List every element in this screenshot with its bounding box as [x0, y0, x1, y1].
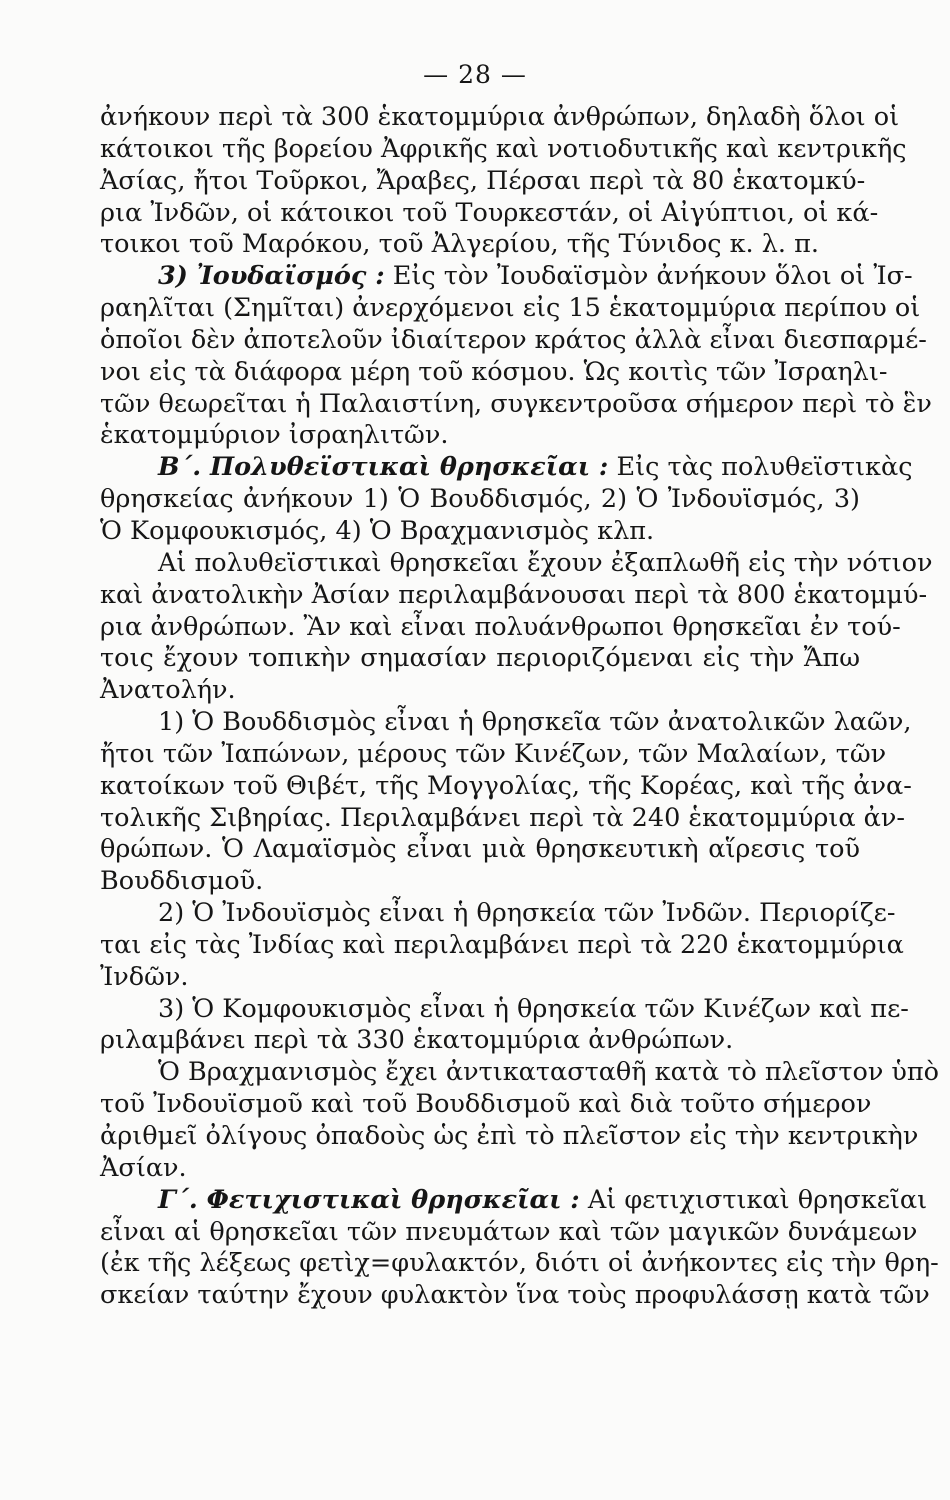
text-line: ριλαμβάνει περὶ τὰ 330 ἑκατομμύρια ἀνθρώπων.: [100, 1025, 734, 1056]
text-line: (ἐκ τῆς λέξεως φετὶχ=φυλακτόν, διότι οἱ ἀνήκοντες εἰς τὴν θρη-: [100, 1248, 939, 1279]
text-line: ἑκατομμύριον ἰσραηλιτῶν.: [100, 420, 449, 451]
text-line: ραηλῖται (Σημῖται) ἀνερχόμενοι εἰς 15 ἑκατομμύρια περίπου οἱ: [100, 293, 921, 324]
section-heading-fetishistic: Γ΄. Φετιχιστικαὶ θρησκεῖαι :: [158, 1184, 580, 1215]
text-line: ἤτοι τῶν Ἰαπώνων, μέρους τῶν Κινέζων, τῶν Μαλαίων, τῶν: [100, 738, 887, 769]
text-line: τῶν θεωρεῖται ἡ Παλαιστίνη, συγκεντροῦσα σήμερον περὶ τὸ ἓν: [100, 388, 932, 419]
text-line: Ὁ Βραχμανισμὸς ἔχει ἀντικατασταθῆ κατὰ τὸ πλεῖστον ὑπὸ: [158, 1057, 940, 1088]
text-line: ρια Ἰνδῶν, οἱ κάτοικοι τοῦ Τουρκεστάν, οἱ Αἰγύπτιοι, οἱ κά-: [100, 197, 879, 228]
page-number: — 28 —: [423, 60, 527, 89]
text-line: Αἱ πολυθεϊστικαὶ θρησκεῖαι ἔχουν ἐξαπλωθῆ εἰς τὴν νότιον: [158, 547, 933, 578]
text-line: τολικῆς Σιβηρίας. Περιλαμβάνει περὶ τὰ 240 ἑκατομμύρια ἀν-: [100, 802, 906, 833]
text-line: εἶναι αἱ θρησκεῖαι τῶν πνευμάτων καὶ τῶν μαγικῶν δυνάμεων: [100, 1216, 918, 1247]
text-line: κάτοικοι τῆς βορείου Ἀφρικῆς καὶ νοτιοδυτικῆς καὶ κεντρικῆς: [100, 133, 907, 164]
text-line: κατοίκων τοῦ Θιβέτ, τῆς Μογγολίας, τῆς Κορέας, καὶ τῆς ἀνα-: [100, 770, 912, 801]
text-line: 1) Ὁ Βουδδισμὸς εἶναι ἡ θρησκεῖα τῶν ἀνατολικῶν λαῶν,: [158, 707, 912, 738]
text-line: [100, 261, 913, 293]
text-line: Βουδδισμοῦ.: [100, 866, 264, 897]
text-line: Ἀσίαν.: [100, 1152, 187, 1183]
text-line: ρια ἀνθρώπων. Ἂν καὶ εἶναι πολυάνθρωποι θρησκεῖαι ἐν τού-: [100, 611, 901, 642]
section-heading-judaism: 3) Ἰουδαϊσμός :: [158, 261, 385, 292]
text-line: ἀριθμεῖ ὀλίγους ὀπαδοὺς ὡς ἐπὶ τὸ πλεῖστον εἰς τὴν κεντρικὴν: [100, 1121, 919, 1151]
text-line: θρησκείας ἀνήκουν 1) Ὁ Βουδδισμός, 2) Ὁ Ἰνδουϊσμός, 3): [100, 484, 860, 515]
text-line: Ἀσίας, ἤτοι Τοῦρκοι, Ἄραβες, Πέρσαι περὶ τὰ 80 ἑκατομκύ-: [100, 165, 866, 196]
text-line: ὁποῖοι δὲν ἀποτελοῦν ἰδιαίτερον κράτος ἀλλὰ εἶναι διεσπαρμέ-: [100, 324, 927, 355]
text-line: [100, 452, 913, 484]
text-fragment: Εἰς τὸν Ἰουδαϊσμὸν ἀνήκουν ὅλοι οἱ Ἰσ-: [392, 261, 913, 292]
text-line: 3) Ὁ Κομφουκισμὸς εἶναι ἡ θρησκεία τῶν Κινέζων καὶ πε-: [158, 993, 909, 1024]
text-fragment: Εἰς τὰς πολυθεϊστικὰς: [616, 452, 913, 483]
text-line: ἀνήκουν περὶ τὰ 300 ἑκατομμύρια ἀνθρώπων, δηλαδὴ ὅλοι οἱ: [100, 102, 900, 132]
text-line: σκείαν ταύτην ἔχουν φυλακτὸν ἵνα τοὺς προφυλάσσῃ κατὰ τῶν: [100, 1280, 930, 1311]
text-line: Ὁ Κομφουκισμός, 4) Ὁ Βραχμανισμὸς κλπ.: [100, 515, 655, 546]
text-fragment: Αἱ φετιχιστικαὶ θρησκεῖαι: [587, 1184, 928, 1215]
body-text: [100, 102, 940, 1312]
text-line: τοῦ Ἰνδουϊσμοῦ καὶ τοῦ Βουδδισμοῦ καὶ διὰ τοῦτο σήμερον: [100, 1089, 872, 1120]
text-line: θρώπων. Ὁ Λαμαϊσμὸς εἶναι μιὰ θρησκευτικὴ αἵρεσις τοῦ: [100, 834, 860, 865]
text-line: τοις ἔχουν τοπικὴν σημασίαν περιοριζόμεναι εἰς τὴν Ἄπω: [100, 643, 860, 674]
text-line: νοι εἰς τὰ διάφορα μέρη τοῦ κόσμου. Ὡς κοιτὶς τῶν Ἰσραηλι-: [100, 356, 888, 387]
text-line: Ἰνδῶν.: [100, 961, 189, 992]
section-heading-polytheistic: Β΄. Πολυθεϊστικαὶ θρησκεῖαι :: [158, 452, 609, 483]
text-line: καὶ ἀνατολικὴν Ἀσίαν περιλαμβάνουσαι περὶ τὰ 800 ἑκατομμύ-: [100, 579, 928, 610]
text-line: ται εἰς τὰς Ἰνδίας καὶ περιλαμβάνει περὶ τὰ 220 ἑκατομμύρια: [100, 929, 904, 960]
text-line: Ἀνατολήν.: [100, 675, 236, 706]
text-line: [100, 1184, 928, 1217]
text-line: 2) Ὁ Ἰνδουϊσμὸς εἶναι ἡ θρησκεία τῶν Ἰνδῶν. Περιορίζε-: [158, 898, 896, 929]
text-line: τοικοι τοῦ Μαρόκου, τοῦ Ἀλγερίου, τῆς Τύνιδος κ. λ. π.: [100, 229, 820, 260]
